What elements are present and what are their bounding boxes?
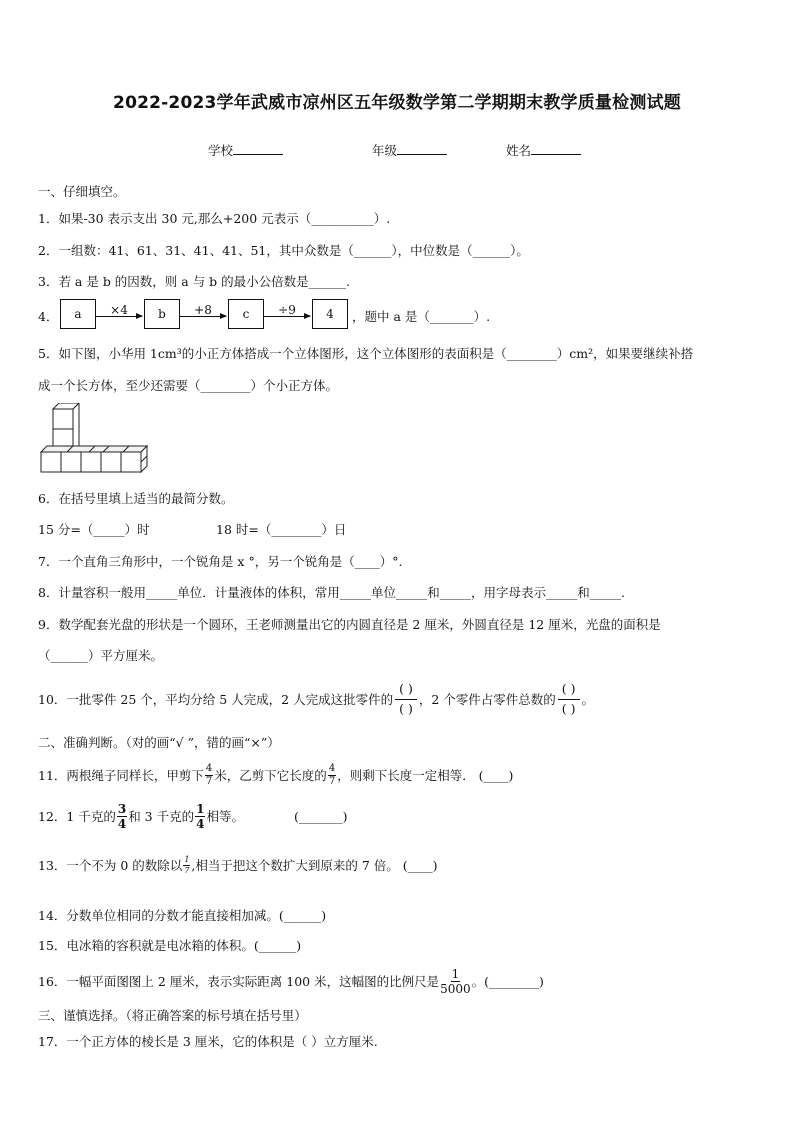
flow-box-b: b xyxy=(144,299,180,329)
denominator: 7 xyxy=(205,775,213,787)
page-title: 2022-2023学年武威市凉州区五年级数学第二学期期末教学质量检测试题 xyxy=(113,93,681,113)
question-9-line-2: （______）平方厘米。 xyxy=(38,648,164,663)
flow-op-2: +8 xyxy=(194,303,212,317)
denominator: 4 xyxy=(117,816,127,831)
flow-box-c: c xyxy=(228,299,264,329)
denominator: 7 xyxy=(328,775,336,787)
question-10-text-a: 10．一批零件 25 个，平均分给 5 人完成，2 人完成这批零件的 xyxy=(38,692,394,707)
section-3-heading: 三、谨慎选择。（将正确答案的标号填在括号里） xyxy=(38,1008,307,1023)
question-16 xyxy=(38,962,544,1000)
fraction-4-7-a xyxy=(205,764,213,787)
grade-field xyxy=(372,141,447,159)
question-10-text-b: ，2 个零件占零件总数的 xyxy=(418,692,556,707)
question-16-text-a: 16．一幅平面图图上 2 厘米，表示实际距离 100 米，这幅图的比例尺是 xyxy=(38,974,440,989)
question-11 xyxy=(38,758,513,792)
fraction-1-7 xyxy=(183,856,190,875)
question-3: 3．若 a 是 b 的因数，则 a 与 b 的最小公倍数是______. xyxy=(38,274,351,289)
fraction-4-7-b xyxy=(328,764,336,787)
school-field xyxy=(208,141,283,159)
numerator: 1 xyxy=(196,801,205,816)
question-11-text-a: 11．两根绳子同样长，甲剪下 xyxy=(38,768,204,783)
question-12-answer-blank: (_______) xyxy=(293,808,348,824)
numerator: 1 xyxy=(184,854,190,864)
blank-denominator-2: ( ) xyxy=(561,700,576,716)
numerator: 4 xyxy=(205,762,213,774)
question-13 xyxy=(38,850,438,880)
question-13-text-a: 13．一个不为 0 的数除以 xyxy=(38,858,183,873)
question-6-part-b: 18 时=（________）日 xyxy=(216,522,347,537)
question-6: 6．在括号里填上适当的最简分数。 xyxy=(38,491,234,506)
denominator: 4 xyxy=(196,816,205,831)
flow-op-1: ×4 xyxy=(110,303,128,317)
section-2-heading: 二、准确判断。（对的画“√ ”，错的画“×”） xyxy=(38,735,280,750)
question-5-line-2: 成一个长方体，至少还需要（________）个小正方体。 xyxy=(38,378,339,393)
question-2: 2．一组数：41、61、31、41、41、51，其中众数是（______），中位数是（______）。 xyxy=(38,243,529,258)
question-17: 17．一个正方体的棱长是 3 厘米，它的体积是（ ）立方厘米. xyxy=(38,1034,378,1049)
question-4-tail: ，题中 a 是（_______）. xyxy=(352,309,491,324)
question-12-text-a: 12．1 千克的 xyxy=(38,809,116,824)
question-10 xyxy=(38,677,594,721)
denominator: 7 xyxy=(184,865,190,875)
numerator: 3 xyxy=(117,801,127,816)
cube-figure xyxy=(39,403,159,475)
numerator: 4 xyxy=(328,762,336,774)
grade-label: 年级 xyxy=(372,143,398,158)
question-10-text-c: 。 xyxy=(581,692,595,707)
blank-numerator-1: ( ) xyxy=(395,682,417,699)
question-8: 8．计量容积一般用_____单位．计量液体的体积，常用_____单位_____和_____，用字母表示_____和_____. xyxy=(38,585,625,600)
fraction-3-4 xyxy=(117,803,127,830)
blank-fraction-1 xyxy=(395,682,417,716)
blank-denominator-1: ( ) xyxy=(399,700,413,716)
question-13-text-b: ,相当于把这个数扩大到原来的 7 倍。 (____) xyxy=(191,858,438,873)
flow-box-result: 4 xyxy=(312,299,348,329)
question-1: 1．如果-30 表示支出 30 元,那么+200 元表示（__________）. xyxy=(38,211,391,226)
question-5-line-1: 5．如下图，小华用 1cm³的小正方体搭成一个立体图形，这个立体图形的表面积是（________）cm²，如果要继续补搭 xyxy=(38,346,694,361)
question-12-text-c: 相等。 xyxy=(206,809,244,824)
school-label: 学校 xyxy=(208,143,234,158)
denominator: 5000 xyxy=(440,981,471,996)
question-4-number: 4． xyxy=(38,309,59,324)
numerator: 1 xyxy=(451,966,460,981)
question-9-line-1: 9．数学配套光盘的形状是一个圆环，王老师测量出它的内圆直径是 2 厘米，外圆直径是 12 厘米，光盘的面积是 xyxy=(38,617,661,632)
name-label: 姓名 xyxy=(506,143,532,158)
flow-box-a: a xyxy=(60,299,96,329)
question-16-text-b: 。(________) xyxy=(471,974,544,989)
question-12 xyxy=(38,799,348,833)
blank-numerator-2: ( ) xyxy=(558,682,580,699)
section-1-heading: 一、仔细填空。 xyxy=(38,184,126,199)
fraction-1-5000 xyxy=(440,968,471,995)
blank-fraction-2 xyxy=(558,682,580,716)
question-6-part-a: 15 分=（_____）时 xyxy=(38,522,150,537)
question-14: 14．分数单位相同的分数才能直接相加减。(______) xyxy=(38,908,327,923)
name-field xyxy=(506,141,581,159)
fraction-1-4 xyxy=(195,803,205,830)
flow-op-3: ÷9 xyxy=(278,303,296,317)
question-15: 15．电冰箱的容积就是电冰箱的体积。(______) xyxy=(38,938,302,953)
question-11-text-b: 米，乙剪下它长度的 xyxy=(214,768,327,783)
question-11-text-c: ，则剩下长度一定相等． (____) xyxy=(337,768,514,783)
question-7: 7．一个直角三角形中，一个锐角是 x °，另一个锐角是（____）°. xyxy=(38,554,403,569)
question-12-text-b: 和 3 千克的 xyxy=(128,809,195,824)
